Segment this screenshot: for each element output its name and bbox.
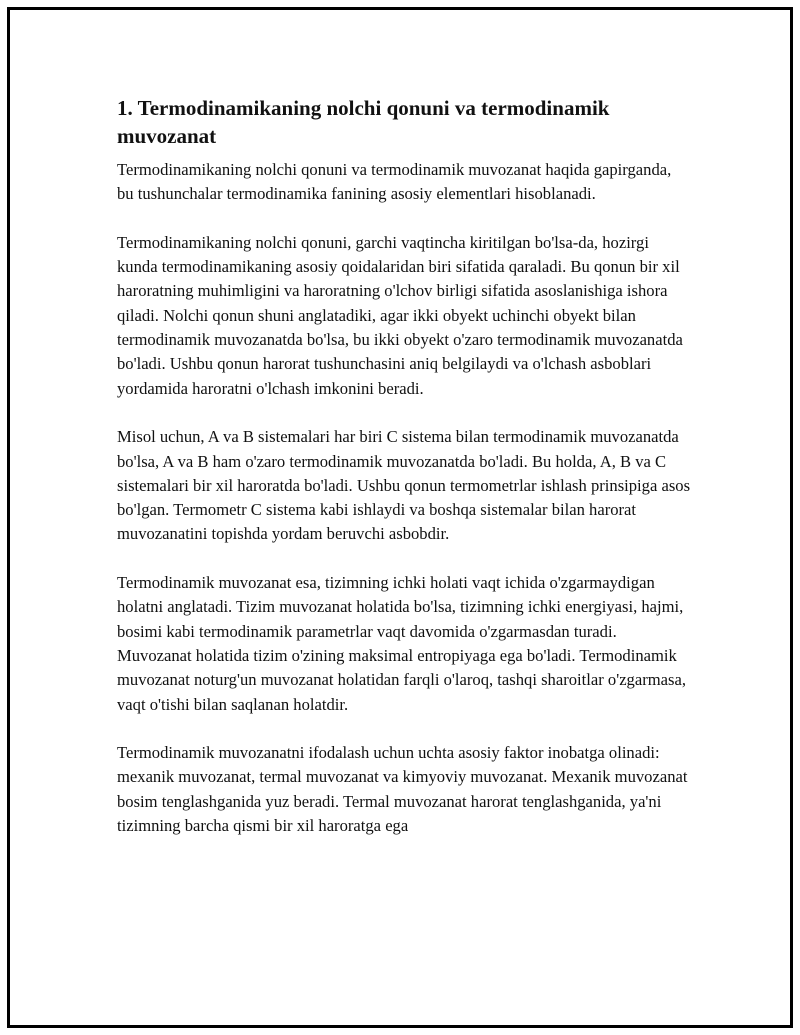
document-body <box>117 94 692 863</box>
paragraph-4: Termodinamik muvozanat esa, tizimning ichki holati vaqt ichida o'zgarmaydigan holatni anglatadi. Tizim muvozanat holatida bo'lsa, tizimning ichki energiyasi, hajmi, bosimi kabi termodinamik parametrlar vaqt davomida o'zgarmasdan turadi. Muvozanat holatida tizim o'zining maksimal entropiyaga ega bo'ladi. Termodinamik muvozanat noturg'un muvozanat holatidan farqli o'laroq, tashqi sharoitlar o'zgarmasa, vaqt o'tishi bilan saqlanan holatdir. <box>117 573 686 714</box>
paragraph-1: Termodinamikaning nolchi qonuni va termodinamik muvozanat haqida gapirganda, bu tushunchalar termodinamika fanining asosiy elementlari hisoblanadi. <box>117 160 672 204</box>
paragraph-5: Termodinamik muvozanatni ifodalash uchun uchta asosiy faktor inobatga olinadi: mexanik muvozanat, termal muvozanat va kimyoviy muvozanat. Mexanik muvozanat bosim tenglashganida yuz beradi. Termal muvozanat harorat tenglashganida, ya'ni tizimning barcha qismi bir xil haroratga ega <box>117 743 688 836</box>
paragraph-2: Termodinamikaning nolchi qonuni, garchi vaqtincha kiritilgan bo'lsa-da, hozirgi kunda termodinamikaning asosiy qoidalaridan biri sifatida qaraladi. Bu qonun bir xil haroratning muhimligini va haroratning o'lchov birligi sifatida asoslanishiga ishora qiladi. Nolchi qonun shuni anglatadiki, agar ikki obyekt uchinchi obyekt bilan termodinamik muvozanatda bo'lsa, bu ikki obyekt o'zaro termodinamik muvozanatda bo'ladi. Ushbu qonun harorat tushunchasini aniq belgilaydi va o'lchash asboblari yordamida haroratni o'lchash imkonini beradi. <box>117 232 683 398</box>
section-heading: 1. Termodinamikaning nolchi qonuni va termodinamik muvozanat <box>117 96 610 148</box>
paragraph-3: Misol uchun, A va B sistemalari har biri C sistema bilan termodinamik muvozanatda bo'lsa, A va B ham o'zaro termodinamik muvozanatda bo'ladi. Bu holda, A, B va C sistemalari bir xil haroratda bo'ladi. Ushbu qonun termometrlar ishlash prinsipiga asos bo'lgan. Termometr C sistema kabi ishlaydi va boshqa sistemalar bilan harorat muvozanatini topishda yordam beruvchi asbobdir. <box>117 427 691 544</box>
